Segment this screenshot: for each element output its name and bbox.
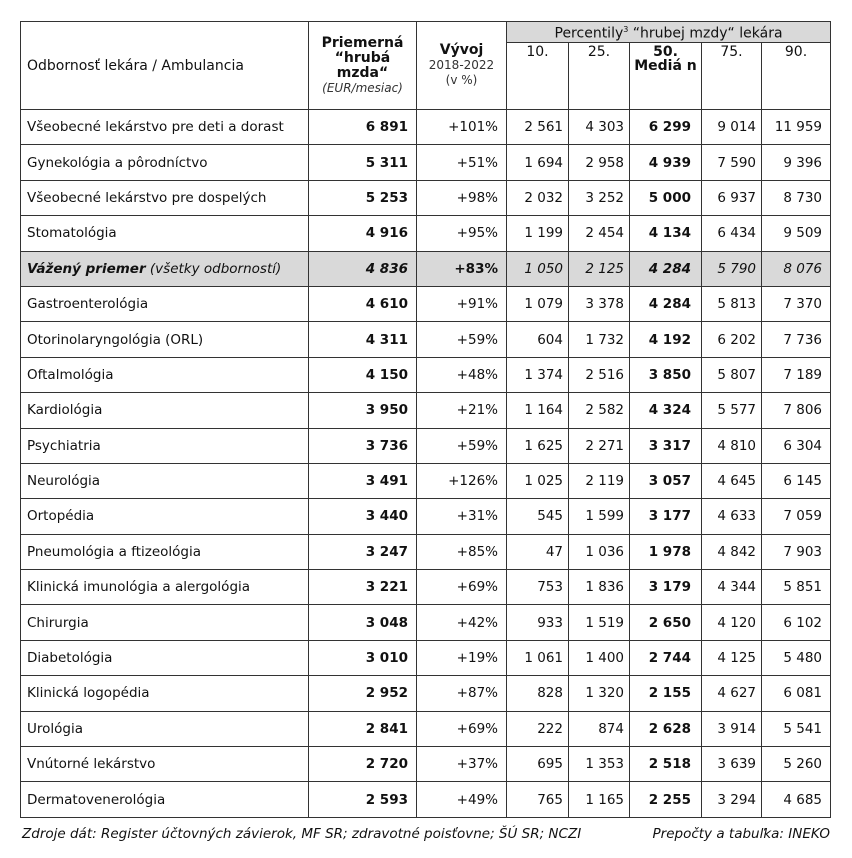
cell-p50-median: 4 192: [630, 322, 702, 357]
cell-p50-median: 1 978: [630, 534, 702, 569]
cell-p75: 4 125: [702, 640, 762, 675]
cell-average-wage: 4 610: [309, 286, 417, 321]
salary-table: [20, 21, 831, 818]
cell-p75: 4 645: [702, 463, 762, 498]
cell-p10: 222: [507, 711, 569, 746]
cell-specialty: Dermatovenerológia: [21, 782, 309, 817]
cell-p50-median: 2 650: [630, 605, 702, 640]
cell-p90: 8 730: [762, 180, 831, 215]
cell-p75: 4 120: [702, 605, 762, 640]
cell-p50-median: 3 317: [630, 428, 702, 463]
cell-p10: 1 199: [507, 216, 569, 251]
cell-average-wage: 3 048: [309, 605, 417, 640]
cell-specialty: Všeobecné lekárstvo pre deti a dorast: [21, 110, 309, 145]
weighted-average-note: (všetky odborností): [145, 260, 282, 277]
cell-average-wage: 5 253: [309, 180, 417, 215]
cell-p90: 5 260: [762, 747, 831, 782]
cell-p25: 2 125: [569, 251, 630, 286]
cell-specialty: Oftalmológia: [21, 357, 309, 392]
cell-average-wage: 3 221: [309, 570, 417, 605]
cell-p90: 4 685: [762, 782, 831, 817]
cell-p25: 874: [569, 711, 630, 746]
cell-specialty: Neurológia: [21, 463, 309, 498]
cell-p50-median: 2 744: [630, 640, 702, 675]
cell-p25: 3 252: [569, 180, 630, 215]
cell-average-wage: 3 950: [309, 393, 417, 428]
cell-p25: 2 119: [569, 463, 630, 498]
cell-p50-median: 4 134: [630, 216, 702, 251]
cell-p25: 2 454: [569, 216, 630, 251]
header-p50-median: 50. Mediá n: [630, 43, 702, 110]
cell-p10: 933: [507, 605, 569, 640]
header-percentiles-title-a: Percentily: [554, 25, 624, 42]
cell-p50-median: 3 850: [630, 357, 702, 392]
cell-p50-median: 2 255: [630, 782, 702, 817]
cell-p10: 604: [507, 322, 569, 357]
cell-average-wage: 3 010: [309, 640, 417, 675]
cell-specialty: Diabetológia: [21, 640, 309, 675]
cell-development: +83%: [417, 251, 507, 286]
weighted-average-row: [21, 251, 831, 286]
table-row: [21, 428, 831, 463]
cell-specialty: Stomatológia: [21, 216, 309, 251]
cell-development: +48%: [417, 357, 507, 392]
cell-p25: 1 836: [569, 570, 630, 605]
cell-p10: 1 625: [507, 428, 569, 463]
cell-development: +59%: [417, 428, 507, 463]
cell-p25: 1 165: [569, 782, 630, 817]
cell-p25: 4 303: [569, 110, 630, 145]
cell-p75: 3 294: [702, 782, 762, 817]
cell-development: +95%: [417, 216, 507, 251]
table-row: [21, 322, 831, 357]
cell-p10: 1 025: [507, 463, 569, 498]
table-row: [21, 640, 831, 675]
cell-p75: 5 790: [702, 251, 762, 286]
cell-p50-median: 3 177: [630, 499, 702, 534]
table-row: [21, 605, 831, 640]
cell-p25: 1 400: [569, 640, 630, 675]
cell-average-wage: 6 891: [309, 110, 417, 145]
cell-specialty: Psychiatria: [21, 428, 309, 463]
header-specialty: Odbornosť lekára / Ambulancia: [21, 22, 309, 110]
cell-p10: 1 694: [507, 145, 569, 180]
cell-average-wage: 3 440: [309, 499, 417, 534]
header-development: [417, 22, 507, 110]
cell-average-wage: 4 150: [309, 357, 417, 392]
cell-p75: 4 810: [702, 428, 762, 463]
cell-p25: 2 516: [569, 357, 630, 392]
cell-p50-median: 2 628: [630, 711, 702, 746]
cell-development: +49%: [417, 782, 507, 817]
header-percentiles-title-b: “hrubej mzdy“ lekára: [628, 25, 783, 42]
cell-p25: 1 519: [569, 605, 630, 640]
cell-p90: 6 102: [762, 605, 831, 640]
table-row: [21, 676, 831, 711]
cell-p75: 5 813: [702, 286, 762, 321]
cell-average-wage: 3 491: [309, 463, 417, 498]
cell-average-wage: 5 311: [309, 145, 417, 180]
cell-p75: 4 633: [702, 499, 762, 534]
cell-specialty: Chirurgia: [21, 605, 309, 640]
cell-p75: 6 937: [702, 180, 762, 215]
table-row: [21, 570, 831, 605]
cell-p25: 1 732: [569, 322, 630, 357]
cell-p50-median: 4 284: [630, 286, 702, 321]
cell-specialty: Kardiológia: [21, 393, 309, 428]
cell-development: +87%: [417, 676, 507, 711]
cell-p10: 1 164: [507, 393, 569, 428]
cell-p10: 2 032: [507, 180, 569, 215]
header-p25: 25.: [569, 43, 630, 110]
cell-p90: 8 076: [762, 251, 831, 286]
cell-development: +101%: [417, 110, 507, 145]
cell-p90: 7 736: [762, 322, 831, 357]
cell-p90: 11 959: [762, 110, 831, 145]
table-row: [21, 463, 831, 498]
cell-p10: 695: [507, 747, 569, 782]
header-percentiles: [507, 22, 831, 43]
cell-development: +98%: [417, 180, 507, 215]
cell-p75: 6 434: [702, 216, 762, 251]
cell-p75: 7 590: [702, 145, 762, 180]
cell-specialty: Urológia: [21, 711, 309, 746]
cell-p75: 3 639: [702, 747, 762, 782]
cell-p90: 6 081: [762, 676, 831, 711]
cell-average-wage: 3 736: [309, 428, 417, 463]
cell-p90: 7 059: [762, 499, 831, 534]
cell-development: +51%: [417, 145, 507, 180]
cell-p75: 9 014: [702, 110, 762, 145]
cell-specialty: Klinická imunológia a alergológia: [21, 570, 309, 605]
cell-average-wage: 4 311: [309, 322, 417, 357]
cell-p25: 3 378: [569, 286, 630, 321]
cell-p25: 2 582: [569, 393, 630, 428]
table-row: [21, 711, 831, 746]
table-row: [21, 782, 831, 817]
cell-p25: 1 036: [569, 534, 630, 569]
cell-p50-median: 4 324: [630, 393, 702, 428]
cell-p10: 2 561: [507, 110, 569, 145]
cell-development: +21%: [417, 393, 507, 428]
cell-development: +69%: [417, 711, 507, 746]
cell-development: +91%: [417, 286, 507, 321]
cell-specialty: Gastroenterológia: [21, 286, 309, 321]
cell-average-wage: 2 593: [309, 782, 417, 817]
cell-p90: 9 509: [762, 216, 831, 251]
cell-specialty: Otorinolaryngológia (ORL): [21, 322, 309, 357]
footnote-marker: 3: [623, 25, 629, 35]
table-row: [21, 286, 831, 321]
footer-source: Zdroje dát: Register účtovných závierok, MF SR; zdravotné poisťovne; ŠÚ SR; NCZI: [22, 826, 582, 842]
cell-p50-median: 4 284: [630, 251, 702, 286]
cell-development: +59%: [417, 322, 507, 357]
cell-p90: 5 541: [762, 711, 831, 746]
header-average-unit: (EUR/mesiac): [322, 80, 403, 95]
cell-p10: 828: [507, 676, 569, 711]
cell-p10: 753: [507, 570, 569, 605]
cell-specialty: Gynekológia a pôrodníctvo: [21, 145, 309, 180]
cell-development: +42%: [417, 605, 507, 640]
cell-development: +69%: [417, 570, 507, 605]
cell-p25: 1 599: [569, 499, 630, 534]
cell-specialty: Klinická logopédia: [21, 676, 309, 711]
table-row: [21, 534, 831, 569]
cell-p10: 545: [507, 499, 569, 534]
cell-p75: 4 627: [702, 676, 762, 711]
cell-specialty: Všeobecné lekárstvo pre dospelých: [21, 180, 309, 215]
cell-p90: 7 189: [762, 357, 831, 392]
cell-p90: 6 304: [762, 428, 831, 463]
cell-p90: 5 851: [762, 570, 831, 605]
footer-credit: Prepočty a tabuľka: INEKO: [652, 826, 830, 842]
cell-p25: 1 320: [569, 676, 630, 711]
table-row: [21, 499, 831, 534]
table-row: [21, 747, 831, 782]
table-row: [21, 180, 831, 215]
header-average-wage: [309, 22, 417, 110]
cell-average-wage: 2 720: [309, 747, 417, 782]
cell-p90: 7 806: [762, 393, 831, 428]
cell-p75: 5 807: [702, 357, 762, 392]
table-row: [21, 145, 831, 180]
cell-p50-median: 3 179: [630, 570, 702, 605]
cell-p75: 6 202: [702, 322, 762, 357]
cell-p75: 3 914: [702, 711, 762, 746]
cell-development: +19%: [417, 640, 507, 675]
header-development-years: 2018-2022: [428, 58, 495, 72]
cell-average-wage: 4 916: [309, 216, 417, 251]
cell-p75: 4 344: [702, 570, 762, 605]
table-row: [21, 357, 831, 392]
cell-specialty: Pneumológia a ftizeológia: [21, 534, 309, 569]
cell-p75: 5 577: [702, 393, 762, 428]
header-development-title: Vývoj: [439, 42, 484, 58]
cell-p50-median: 2 155: [630, 676, 702, 711]
cell-p25: 2 271: [569, 428, 630, 463]
cell-p50-median: 4 939: [630, 145, 702, 180]
table-row: [21, 110, 831, 145]
cell-average-wage: 3 247: [309, 534, 417, 569]
weighted-average-label: Vážený priemer: [27, 260, 146, 277]
header-development-unit: (v %): [445, 73, 478, 87]
cell-p25: 2 958: [569, 145, 630, 180]
cell-p50-median: 6 299: [630, 110, 702, 145]
cell-average-wage: 4 836: [309, 251, 417, 286]
cell-p90: 9 396: [762, 145, 831, 180]
cell-p90: 6 145: [762, 463, 831, 498]
cell-development: +126%: [417, 463, 507, 498]
cell-p50-median: 5 000: [630, 180, 702, 215]
header-p90: 90.: [762, 43, 831, 110]
cell-average-wage: 2 952: [309, 676, 417, 711]
header-p75: 75.: [702, 43, 762, 110]
cell-p75: 4 842: [702, 534, 762, 569]
cell-development: +85%: [417, 534, 507, 569]
header-p10: 10.: [507, 43, 569, 110]
cell-p10: 47: [507, 534, 569, 569]
cell-p10: 1 374: [507, 357, 569, 392]
cell-average-wage: 2 841: [309, 711, 417, 746]
cell-p10: 1 061: [507, 640, 569, 675]
cell-development: +31%: [417, 499, 507, 534]
cell-p10: 1 079: [507, 286, 569, 321]
cell-p25: 1 353: [569, 747, 630, 782]
table-row: [21, 393, 831, 428]
cell-p90: 7 370: [762, 286, 831, 321]
cell-p10: 765: [507, 782, 569, 817]
cell-development: +37%: [417, 747, 507, 782]
cell-specialty: [21, 251, 309, 286]
header-average-title: Priemerná “hrubá mzda“: [321, 34, 404, 81]
cell-p90: 5 480: [762, 640, 831, 675]
cell-specialty: Vnútorné lekárstvo: [21, 747, 309, 782]
cell-p90: 7 903: [762, 534, 831, 569]
cell-p10: 1 050: [507, 251, 569, 286]
table-row: [21, 216, 831, 251]
cell-p50-median: 2 518: [630, 747, 702, 782]
cell-specialty: Ortopédia: [21, 499, 309, 534]
cell-p50-median: 3 057: [630, 463, 702, 498]
